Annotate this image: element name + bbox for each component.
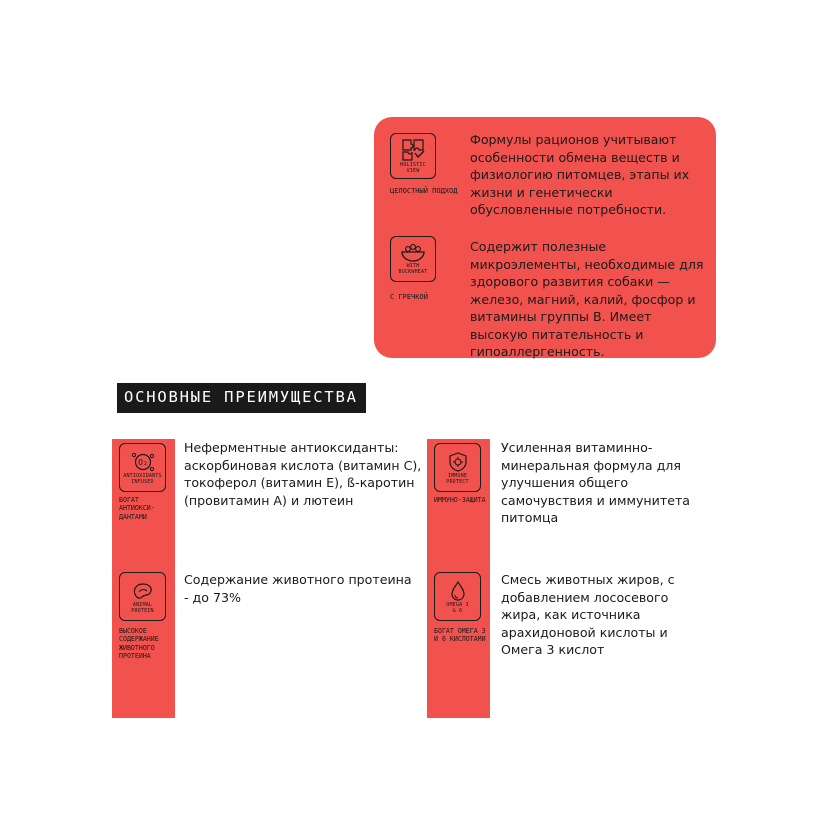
immune-label: ИММУНО-ЗАЩИТА	[434, 496, 486, 504]
omega-description: Смесь животных жиров, с добавлением лососевого жира, как источника арахидоновой кислоты и Омега 3 кислот	[501, 572, 675, 657]
buckwheat-description: Содержит полезные микроэлементы, необходимые для здорового развития собаки — железо, магний, калий, фосфор и витамины группы В. Имеет высокую питательность и гипоаллергенность.	[470, 239, 704, 359]
svg-text:O₂: O₂	[137, 457, 148, 467]
immune-shield-icon	[434, 443, 481, 492]
holistic-label: ЦЕЛОСТНЫЙ ПОДХОД	[390, 187, 458, 195]
immune-shield-graphic	[445, 451, 471, 473]
antioxidants-description: Неферментные антиоксиданты: аскорбиновая кислота (витамин С), токоферол (витамин Е), ß-каротин (провитамин А) и лютеин	[184, 440, 422, 508]
holistic-badge-text: HOLISTIC VIEW	[400, 162, 426, 174]
omega-drop-graphic	[445, 580, 471, 602]
animal-protein-badge-text: ANIMAL PROTEIN	[131, 601, 154, 614]
buckwheat-label: С ГРЕЧКОЙ	[390, 293, 428, 301]
main-benefits-heading: ОСНОВНЫЕ ПРЕИМУЩЕСТВА	[117, 383, 366, 413]
immune-description: Усиленная витаминно-минеральная формула для улучшения общего самочувствия и иммунитета питомца	[501, 440, 690, 525]
features-panel	[374, 117, 716, 358]
antioxidants-graphic	[130, 451, 156, 473]
benefits-strip-left	[112, 439, 175, 718]
omega-drop-icon	[434, 572, 481, 621]
antioxidants-label: БОГАТ АНТИОКСИ-ДАНТАМИ	[119, 496, 155, 521]
benefits-strip-right	[427, 439, 490, 718]
holistic-view-icon	[390, 133, 436, 179]
buckwheat-badge-text: WITH BUCKWHEAT	[398, 263, 428, 275]
holistic-description: Формулы рационов учитывают особенности обмена веществ и физиологию питомцев, этапы их жизни и генетически обусловленные потребности.	[470, 132, 690, 217]
omega-label: БОГАТ ОМЕГА 3 И 6 КИСЛОТАМИ	[434, 627, 486, 644]
buckwheat-bowl-icon	[390, 236, 436, 282]
antioxidants-icon	[119, 443, 166, 492]
omega-badge-text: OMEGA 3 & 6	[446, 601, 469, 614]
holistic-puzzle-graphic	[400, 138, 426, 162]
meat-steak-graphic	[130, 580, 156, 602]
animal-protein-icon	[119, 572, 166, 621]
buckwheat-bowl-graphic	[399, 243, 427, 263]
animal-protein-label: ВЫСОКОЕ СОДЕРЖАНИЕ ЖИВОТНОГО ПРОТЕИНА	[119, 627, 159, 661]
animal-protein-description: Содержание животного протеина - до 73%	[184, 572, 412, 605]
immune-badge-text: IMMUNE PROTECT	[446, 472, 469, 485]
antioxidants-badge-text: ANTIOXIDANTS INFUSED	[123, 472, 162, 485]
